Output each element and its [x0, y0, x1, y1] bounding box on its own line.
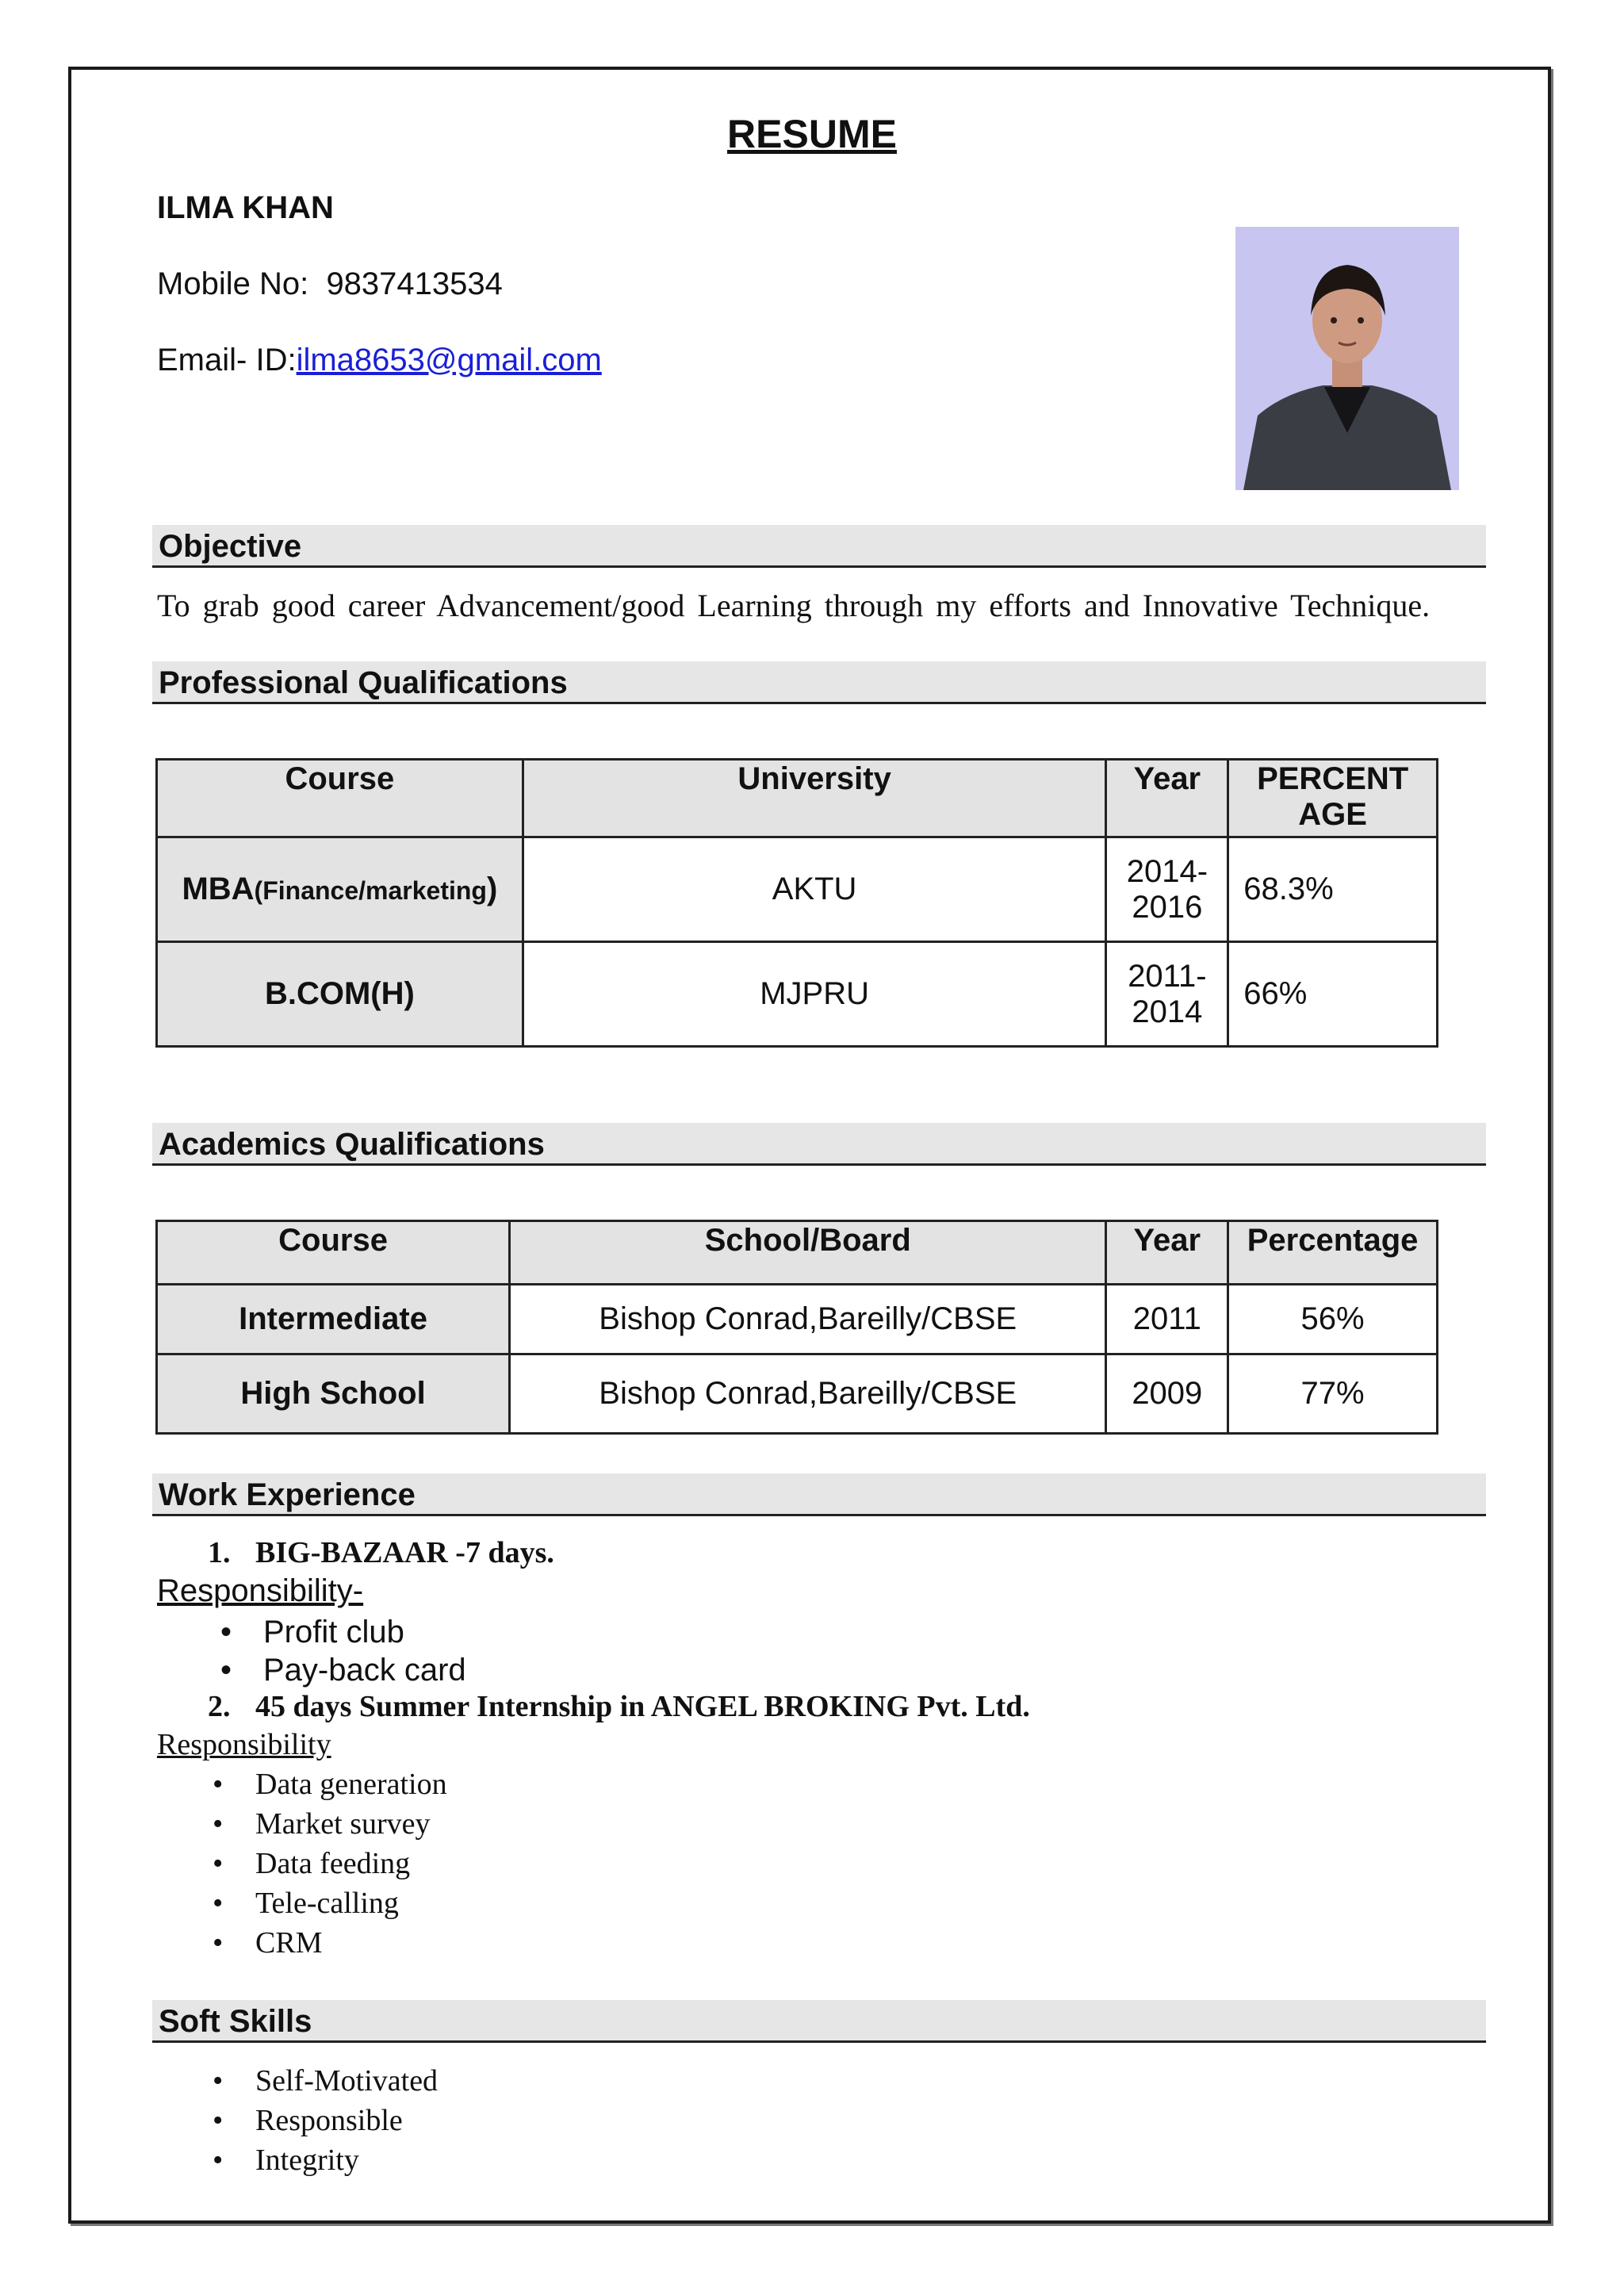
- responsibility-label: Responsibility-: [157, 1573, 364, 1608]
- percent-cell: 77%: [1228, 1354, 1438, 1434]
- list-item: • CRM: [255, 1925, 322, 1960]
- table-header-row: [157, 760, 1438, 837]
- year-cell: 2011- 2014: [1106, 942, 1228, 1047]
- list-item: • Self-Motivated: [255, 2063, 438, 2098]
- mobile-label: Mobile No:: [157, 266, 309, 301]
- profile-photo: [1235, 227, 1459, 490]
- course-cell: High School: [157, 1354, 510, 1434]
- table-header-row: [157, 1221, 1438, 1285]
- section-soft-skills: Soft Skills: [152, 2000, 1486, 2043]
- list-item: • Responsible: [255, 2103, 403, 2138]
- list-item: • Pay-back card: [263, 1653, 466, 1688]
- percent-cell: 66%: [1228, 942, 1438, 1047]
- list-item: • Profit club: [263, 1615, 404, 1650]
- objective-text: To grab good career Advancement/good Learning through my efforts and Innovative Technique.: [157, 588, 1431, 623]
- table-row: [157, 942, 1438, 1047]
- academic-table: [155, 1220, 1438, 1435]
- header-university: University: [523, 760, 1106, 837]
- mobile-line: [157, 266, 503, 302]
- job-number: 1.: [208, 1536, 231, 1569]
- job-title: 45 days Summer Internship in ANGEL BROKING Pvt. Ltd.: [255, 1690, 1030, 1723]
- professional-table: [155, 758, 1438, 1048]
- job-title: BIG-BAZAAR -7 days.: [255, 1536, 554, 1569]
- year-cell: 2011: [1106, 1285, 1228, 1354]
- header-percentage: PERCENT AGE: [1228, 760, 1438, 837]
- year-cell: 2014- 2016: [1106, 837, 1228, 942]
- header-year: Year: [1106, 1221, 1228, 1285]
- email-label: Email- ID:: [157, 343, 297, 377]
- header-course: Course: [157, 760, 523, 837]
- mobile-number: 9837413534: [326, 266, 503, 301]
- list-item: • Data feeding: [255, 1846, 410, 1881]
- email-link[interactable]: ilma8653@gmail.com: [296, 343, 602, 377]
- university-cell: MJPRU: [523, 942, 1106, 1047]
- job-number: 2.: [208, 1690, 231, 1723]
- header-percentage: Percentage: [1228, 1221, 1438, 1285]
- candidate-name: ILMA KHAN: [157, 190, 334, 225]
- board-cell: Bishop Conrad,Bareilly/CBSE: [510, 1285, 1106, 1354]
- list-item: • Data generation: [255, 1767, 447, 1802]
- email-line: [157, 343, 602, 378]
- header-year: Year: [1106, 760, 1228, 837]
- percent-cell: 68.3%: [1228, 837, 1438, 942]
- course-cell: B.COM(H): [157, 942, 523, 1047]
- section-objective: Objective: [152, 525, 1486, 568]
- header-course: Course: [157, 1221, 510, 1285]
- responsibility-label: Responsibility: [157, 1728, 331, 1761]
- section-work: Work Experience: [152, 1473, 1486, 1516]
- year-cell: 2009: [1106, 1354, 1228, 1434]
- board-cell: Bishop Conrad,Bareilly/CBSE: [510, 1354, 1106, 1434]
- university-cell: AKTU: [523, 837, 1106, 942]
- list-item: • Market survey: [255, 1806, 431, 1841]
- header-school-board: School/Board: [510, 1221, 1106, 1285]
- table-row: [157, 837, 1438, 942]
- table-row: [157, 1285, 1438, 1354]
- percent-cell: 56%: [1228, 1285, 1438, 1354]
- list-item: • Integrity: [255, 2143, 359, 2178]
- section-professional: Professional Qualifications: [152, 661, 1486, 704]
- list-item: • Tele-calling: [255, 1886, 399, 1921]
- section-academics: Academics Qualifications: [152, 1123, 1486, 1166]
- course-cell: MBA(Finance/marketing): [157, 837, 523, 942]
- table-row: [157, 1354, 1438, 1434]
- course-cell: Intermediate: [157, 1285, 510, 1354]
- resume-title: RESUME: [727, 112, 897, 156]
